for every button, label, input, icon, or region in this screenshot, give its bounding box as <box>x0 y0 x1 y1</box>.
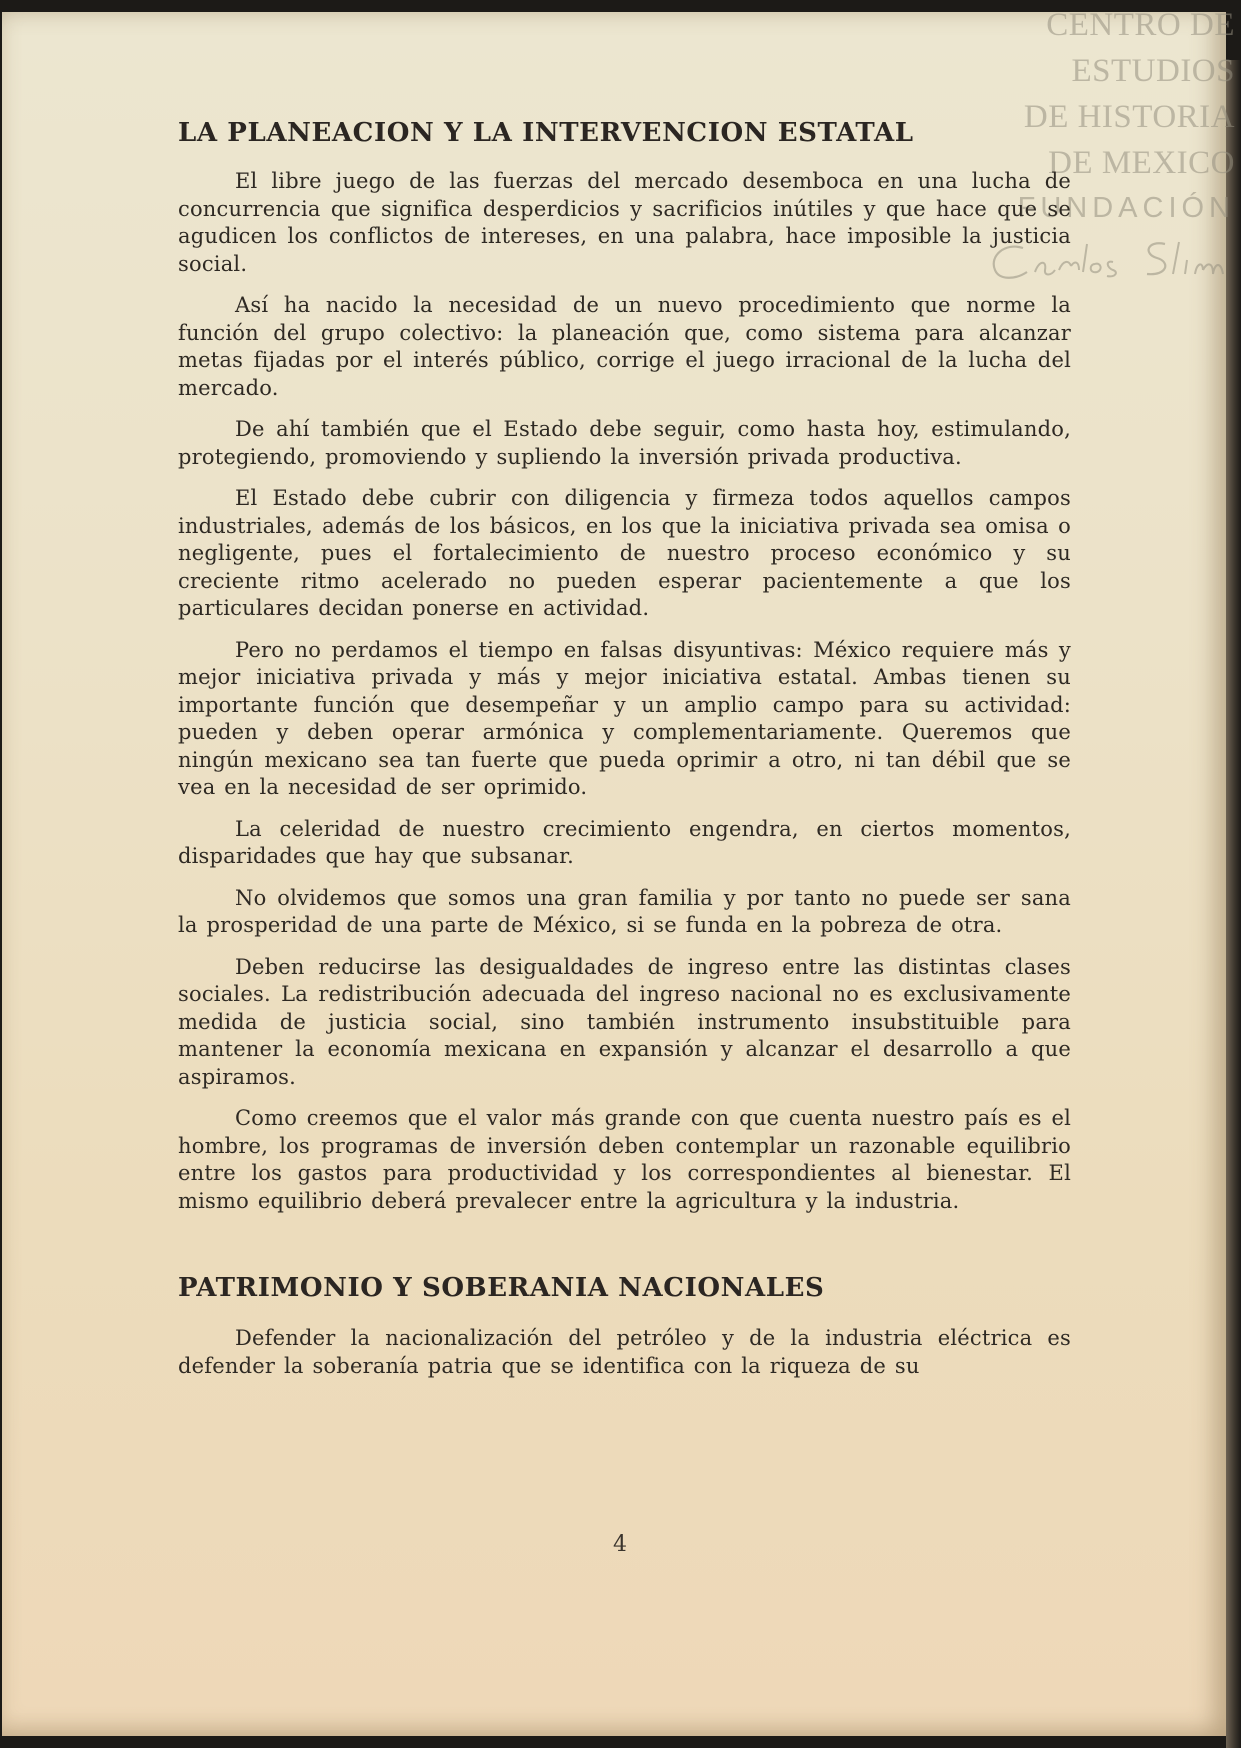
watermark-line: CENTRO DE <box>1046 7 1235 43</box>
body-paragraph: Como creemos que el valor más grande con que cuenta nuestro país es el hombre, los programas de inversión deben contemplar un razonable equilibrio entre los gastos para productividad y los correspondientes al bienestar. El mismo equilibrio deberá prevalecer entre la agricultura y la industria. <box>178 1106 1071 1213</box>
section-heading: LA PLANEACION Y LA INTERVENCION ESTATAL <box>178 118 914 148</box>
body-paragraph: El libre juego de las fuerzas del mercado desemboca en una lucha de concurrencia que significa desperdicios y sacrificios inútiles y que hace que se agudicen los conflictos de intereses, en una palabra, hace imposible la justicia social. <box>178 169 1071 276</box>
body-paragraph: La celeridad de nuestro crecimiento engendra, en ciertos momentos, disparidades que hay que subsanar. <box>178 816 1071 868</box>
body-paragraph: Defender la nacionalización del petróleo y de la industria eléctrica es defender la soberanía patria que se identifica con la riqueza de su <box>178 1326 1071 1378</box>
watermark-line: DE MEXICO <box>1048 145 1235 181</box>
body-paragraph: No olvidemos que somos una gran familia y por tanto no puede ser sana la prosperidad de una parte de México, si se funda en la pobreza de otra. <box>178 885 1071 937</box>
body-paragraph: Pero no perdamos el tiempo en falsas disyuntivas: México requiere más y mejor iniciativa privada y más y mejor iniciativa estatal. Ambas tienen su importante función que desempeñar y un amplio campo para su actividad: pueden y deben operar armónica y complementariamente. Queremos que ningún mexicano sea tan fuerte que pueda oprimir a otro, ni tan débil que se vea en la necesidad de ser oprimido. <box>178 637 1071 799</box>
body-paragraph: Así ha nacido la necesidad de un nuevo procedimiento que norme la función del grupo colectivo: la planeación que, como sistema para alcanzar metas fijadas por el interés público, corrige el juego irracional de la lucha del mercado. <box>178 293 1071 400</box>
watermark-line: ESTUDIOS <box>1071 53 1235 89</box>
watermark-line: DE HISTORIA <box>1023 99 1235 135</box>
section-heading: PATRIMONIO Y SOBERANIA NACIONALES <box>178 1273 825 1303</box>
page-number: 4 <box>613 1532 627 1557</box>
body-paragraph: El Estado debe cubrir con diligencia y firmeza todos aquellos campos industriales, además de los básicos, en los que la iniciativa privada sea omisa o negligente, pues el fortalecimiento de nuestro proceso económico y su creciente ritmo acelerado no pueden esperar pacientemente a que los particulares decidan ponerse en actividad. <box>178 486 1071 620</box>
body-paragraph: Deben reducirse las desigualdades de ingreso entre las distintas clases sociales. La redistribución adecuada del ingreso nacional no es exclusivamente medida de justicia social, sino también instrumento insubstituible para mantener la economía mexicana en expansión y alcanzar el desarrollo a que aspiramos. <box>178 954 1071 1089</box>
body-paragraph: De ahí también que el Estado debe seguir, como hasta hoy, estimulando, protegiendo, promoviendo y supliendo la inversión privada productiva. <box>178 417 1071 469</box>
page-edge <box>1226 60 1241 1748</box>
watermark-foundation: FUNDACIÓN <box>1017 192 1235 224</box>
document-page <box>178 118 1071 1394</box>
